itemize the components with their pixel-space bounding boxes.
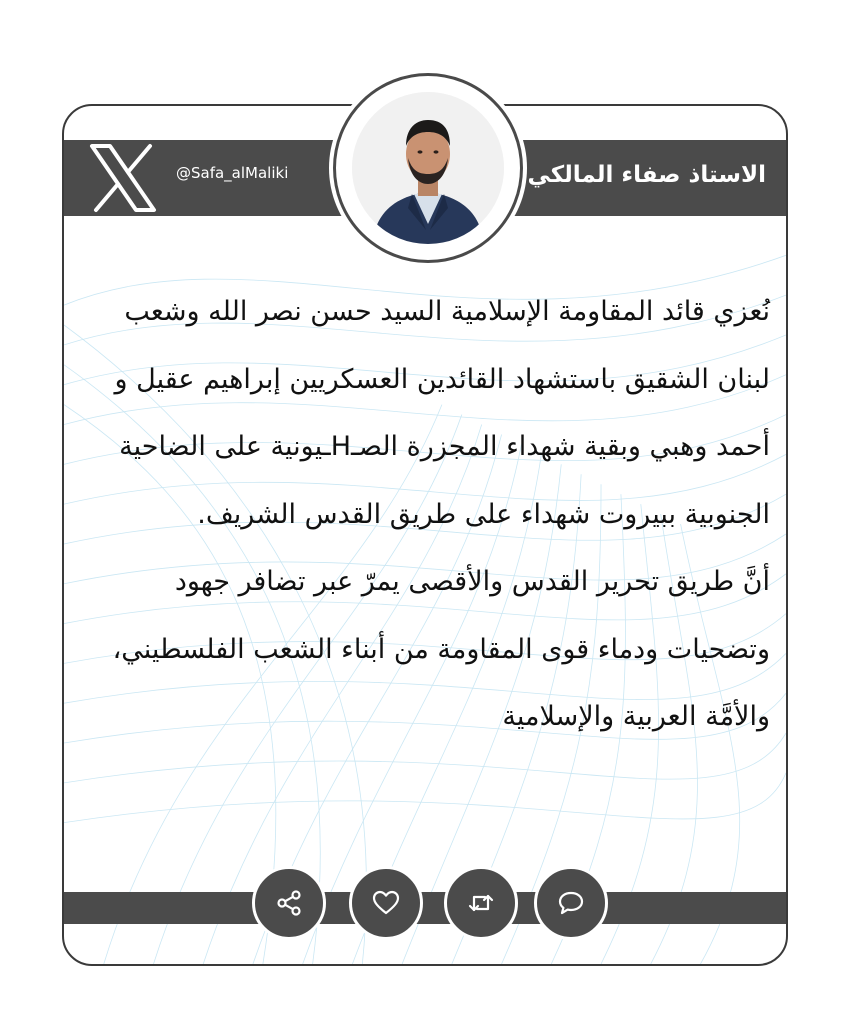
heart-icon: [371, 888, 401, 918]
profile-name[interactable]: الاستاذ صفاء المالكي: [527, 162, 766, 188]
like-button[interactable]: [349, 866, 423, 940]
person-photo-icon: [352, 92, 504, 244]
avatar-frame: [333, 73, 523, 263]
retweet-button[interactable]: [444, 866, 518, 940]
footer-bar: [64, 892, 786, 924]
post-paragraph: أنَّ طريق تحرير القدس والأقصى يمرّ عبر تضافر جهود وتضحيات ودماء قوى المقاومة من أبناء الشعب الفلسطيني، والأمَّة العربية والإسلامية: [112, 566, 770, 732]
x-logo-icon: [88, 142, 158, 214]
post-paragraph: نُعزي قائد المقاومة الإسلامية السيد حسن نصر الله وشعب لبنان الشقيق باستشهاد القائدين العسكريين إبراهيم عقيل و أحمد وهبي وبقية شهداء المجزرة الصـHـيونية على الضاحية الجنوبية ببيروت شهداء على طريق القدس الشريف.: [114, 296, 770, 530]
retweet-icon: [466, 888, 496, 918]
share-icon: [274, 888, 304, 918]
profile-handle[interactable]: @Safa_alMaliki: [176, 164, 289, 182]
share-button[interactable]: [252, 866, 326, 940]
comment-button[interactable]: [534, 866, 608, 940]
comment-icon: [556, 888, 586, 918]
avatar[interactable]: [352, 92, 504, 244]
post-body: [86, 278, 770, 751]
